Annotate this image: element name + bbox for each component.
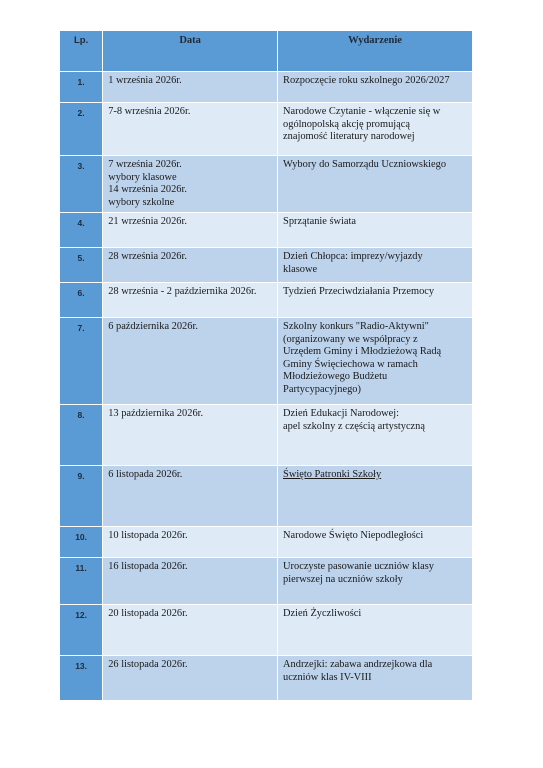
event-line: apel szkolny z częścią artystyczną xyxy=(283,420,425,432)
row-date xyxy=(103,466,277,526)
table-body xyxy=(60,72,472,700)
header-event: Wydarzenie xyxy=(278,31,472,71)
row-event xyxy=(278,318,472,404)
event-line: Gminy Święciechowa w ramach xyxy=(283,358,418,370)
header-lp: Lp. xyxy=(60,31,102,71)
table-header-row xyxy=(60,31,472,71)
row-event xyxy=(278,248,472,282)
date-line: 21 września 2026r. xyxy=(108,216,187,227)
date-line: 28 września 2026r. xyxy=(108,251,187,262)
row-number: 5. xyxy=(60,248,102,282)
row-date xyxy=(103,527,277,557)
table-row xyxy=(60,656,472,700)
events-calendar-sheet xyxy=(59,30,473,701)
table-row xyxy=(60,405,472,465)
row-date xyxy=(103,405,277,465)
row-number: 8. xyxy=(60,405,102,465)
row-date xyxy=(103,72,277,102)
row-number: 7. xyxy=(60,318,102,404)
event-line: (organizowany we współpracy z xyxy=(283,333,418,345)
table-row xyxy=(60,605,472,655)
table-row xyxy=(60,248,472,282)
row-date xyxy=(103,283,277,317)
row-number: 2. xyxy=(60,103,102,155)
event-line: Sprzątanie świata xyxy=(283,216,357,227)
event-line: Rozpoczęcie roku szkolnego 2026/2027 xyxy=(283,75,450,86)
event-line: Narodowe Czytanie - włączenie się w xyxy=(283,106,441,117)
date-line: wybory klasowe xyxy=(108,171,177,183)
event-line: Andrzejki: zabawa andrzejkowa dla xyxy=(283,659,433,670)
event-line: ogólnopolską akcję promującą xyxy=(283,118,411,130)
table-row xyxy=(60,103,472,155)
event-line: Wybory do Samorządu Uczniowskiego xyxy=(283,159,447,170)
row-event xyxy=(278,283,472,317)
row-event xyxy=(278,558,472,604)
event-line: pierwszej na uczniów szkoły xyxy=(283,573,403,585)
date-line: 28 września - 2 października 2026r. xyxy=(108,286,257,297)
row-date xyxy=(103,156,277,212)
date-line: 14 września 2026r. xyxy=(108,184,187,195)
date-line: 10 listopada 2026r. xyxy=(108,530,188,541)
event-line: Uroczyste pasowanie uczniów klasy xyxy=(283,561,434,572)
row-event xyxy=(278,656,472,700)
event-line: Dzień Edukacji Narodowej: xyxy=(283,408,400,419)
event-line: Szkolny konkurs "Radio-Aktywni" xyxy=(283,321,429,332)
row-event xyxy=(278,156,472,212)
date-line: 20 listopada 2026r. xyxy=(108,608,188,619)
row-number: 13. xyxy=(60,656,102,700)
table-row xyxy=(60,527,472,557)
row-event xyxy=(278,72,472,102)
row-date xyxy=(103,656,277,700)
table-row xyxy=(60,72,472,102)
event-line: Dzień Życzliwości xyxy=(283,608,362,619)
event-line: Partycypacyjnego) xyxy=(283,383,361,395)
date-line: 7 września 2026r. xyxy=(108,159,182,170)
row-number: 12. xyxy=(60,605,102,655)
row-event xyxy=(278,605,472,655)
date-line: 16 listopada 2026r. xyxy=(108,561,188,572)
row-event xyxy=(278,466,472,526)
row-number: 3. xyxy=(60,156,102,212)
event-line: Tydzień Przeciwdziałania Przemocy xyxy=(283,286,435,297)
events-table xyxy=(59,30,473,701)
row-date xyxy=(103,558,277,604)
row-date xyxy=(103,248,277,282)
header-date: Data xyxy=(103,31,277,71)
date-line: 6 października 2026r. xyxy=(108,321,198,332)
table-row xyxy=(60,318,472,404)
date-line: 6 listopada 2026r. xyxy=(108,469,183,480)
row-date xyxy=(103,318,277,404)
event-line: Urzędem Gminy i Młodzieżową Radą xyxy=(283,346,442,357)
row-date xyxy=(103,103,277,155)
row-event xyxy=(278,103,472,155)
row-event xyxy=(278,213,472,247)
event-line: Dzień Chłopca: imprezy/wyjazdy xyxy=(283,251,423,262)
date-line: 7-8 września 2026r. xyxy=(108,106,191,117)
event-line: Święto Patronki Szkoły xyxy=(283,469,382,480)
row-date xyxy=(103,605,277,655)
row-event xyxy=(278,527,472,557)
event-line: znajomość literatury narodowej xyxy=(283,131,415,142)
row-number: 6. xyxy=(60,283,102,317)
event-line: Narodowe Święto Niepodległości xyxy=(283,530,424,541)
date-line: 13 października 2026r. xyxy=(108,408,204,419)
date-line: 26 listopada 2026r. xyxy=(108,659,188,670)
row-date xyxy=(103,213,277,247)
event-line: Młodzieżowego Budżetu xyxy=(283,371,388,382)
table-row xyxy=(60,466,472,526)
row-event xyxy=(278,405,472,465)
table-row xyxy=(60,283,472,317)
event-line: klasowe xyxy=(283,263,318,275)
event-line: uczniów klas IV-VIII xyxy=(283,671,372,683)
table-row xyxy=(60,156,472,212)
row-number: 11. xyxy=(60,558,102,604)
date-line: wybory szkolne xyxy=(108,196,175,208)
row-number: 4. xyxy=(60,213,102,247)
row-number: 1. xyxy=(60,72,102,102)
date-line: 1 września 2026r. xyxy=(108,75,182,86)
table-row xyxy=(60,558,472,604)
row-number: 10. xyxy=(60,527,102,557)
row-number: 9. xyxy=(60,466,102,526)
table-row xyxy=(60,213,472,247)
